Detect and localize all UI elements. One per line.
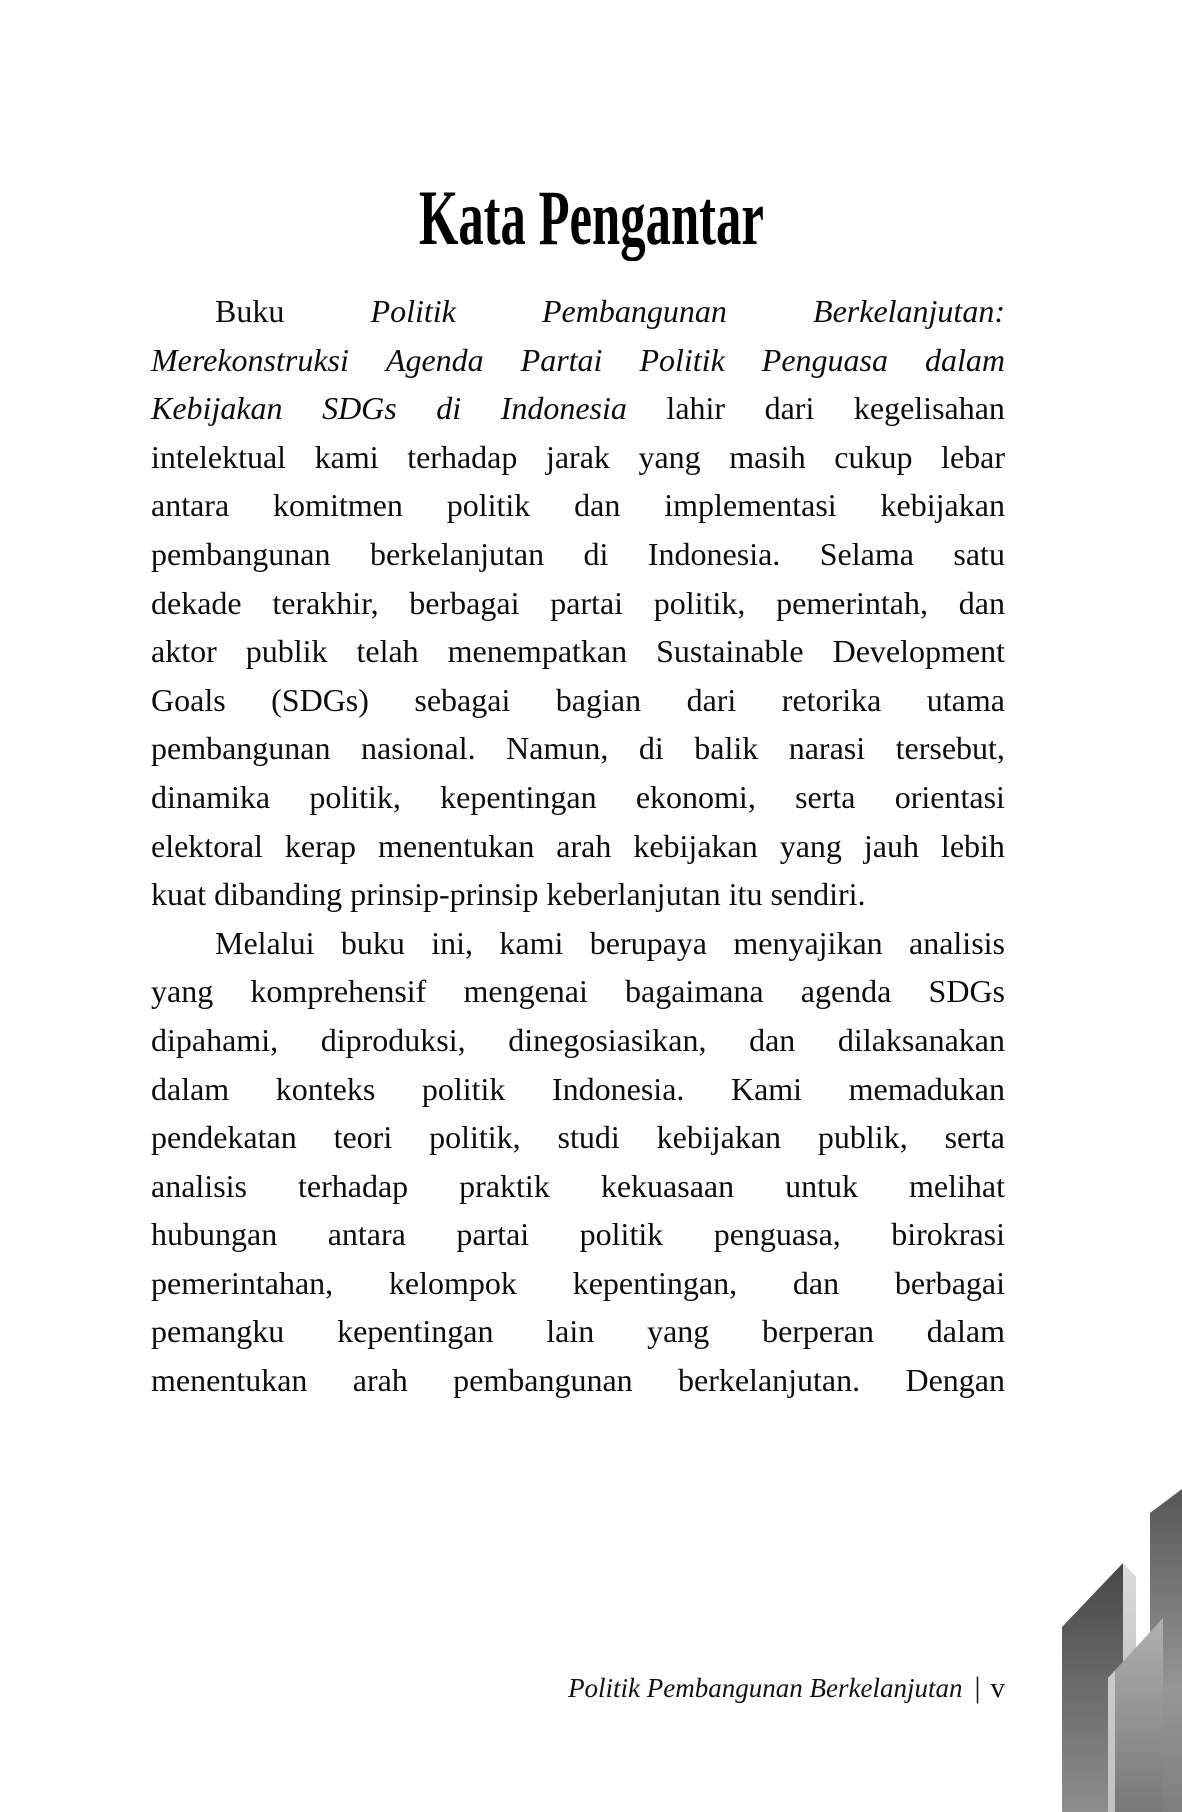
word: yang [647, 1313, 710, 1350]
word-italic: Partai [520, 341, 603, 378]
word: terakhir, [272, 584, 379, 621]
word-italic: Indonesia [500, 390, 627, 427]
word: politik [446, 487, 531, 524]
word: di [638, 730, 664, 767]
text-line [151, 1259, 1005, 1308]
word: kebijakan [656, 1119, 782, 1156]
word: lebar [941, 438, 1005, 475]
word: lain [546, 1313, 595, 1350]
word: di [583, 535, 609, 572]
word: politik [579, 1216, 664, 1253]
word: arah [352, 1362, 408, 1399]
text-line [151, 384, 1005, 433]
word: kepentingan [337, 1313, 494, 1350]
word: antara [151, 487, 230, 524]
word: praktik [459, 1167, 550, 1204]
word: kami [499, 924, 564, 961]
word: kuat [151, 876, 207, 913]
word: kepentingan [440, 778, 597, 815]
text-line [151, 287, 1005, 336]
word: pembangunan [151, 730, 331, 767]
word: prinsip-prinsip [350, 876, 539, 913]
word: buku [340, 924, 405, 961]
text-line [151, 481, 1005, 530]
word: dan [749, 1021, 796, 1058]
buildings-decoration-graphic [1000, 1450, 1182, 1812]
word: bagian [555, 681, 642, 718]
word: pembangunan [453, 1362, 633, 1399]
word: keberlanjutan [546, 876, 721, 913]
word: mengenai [463, 973, 588, 1010]
word: yang [151, 973, 214, 1010]
text-line [151, 919, 1005, 968]
word: (SDGs) [271, 681, 369, 718]
word: untuk [785, 1167, 858, 1204]
word: dipahami, [151, 1021, 279, 1058]
word: sebagai [414, 681, 511, 718]
word-italic: SDGs [322, 390, 397, 427]
word: publik, [817, 1119, 908, 1156]
word: berkelanjutan. [677, 1362, 861, 1399]
word: kepentingan, [572, 1264, 738, 1301]
word: komitmen [273, 487, 403, 524]
word: partai [456, 1216, 530, 1253]
word: berupaya [589, 924, 707, 961]
word: berbagai [409, 584, 520, 621]
text-line [151, 1356, 1005, 1405]
word: sendiri. [770, 876, 866, 913]
text-line [151, 1065, 1005, 1114]
word-italic: Pembangunan [542, 293, 727, 329]
word: Sustainable [656, 633, 804, 670]
word-italic: Merekonstruksi [151, 341, 349, 378]
text-line [151, 1210, 1005, 1259]
word: tersebut, [895, 730, 1005, 767]
word: serta [795, 778, 856, 815]
paragraph [151, 287, 1005, 919]
word: cukup [834, 438, 913, 475]
paragraph [151, 919, 1005, 1405]
word: kami [314, 438, 379, 475]
word: utama [926, 681, 1005, 718]
word: dan [958, 584, 1005, 621]
word: pendekatan [151, 1119, 297, 1156]
word: Indonesia. [551, 1070, 685, 1107]
text-line [151, 433, 1005, 482]
word: dalam [926, 1313, 1005, 1350]
word: menentukan [377, 827, 535, 864]
word: politik [421, 1070, 506, 1107]
word: dinamika [151, 778, 271, 815]
word: serta [944, 1119, 1005, 1156]
text-line [151, 676, 1005, 725]
word: SDGs [928, 973, 1005, 1010]
word: ini, [431, 924, 474, 961]
word: politik, [309, 778, 401, 815]
word: terhadap [298, 1167, 409, 1204]
word: lahir [666, 390, 726, 427]
word: Kami [730, 1070, 803, 1107]
word: dari [686, 681, 737, 718]
word: Indonesia. [647, 535, 781, 572]
word: studi [557, 1119, 620, 1156]
word: berperan [762, 1313, 874, 1350]
word: diproduksi, [320, 1021, 466, 1058]
word: Melalui [215, 924, 315, 961]
word: kebijakan [880, 487, 1005, 524]
word: terhadap [407, 438, 518, 475]
word: jauh [863, 827, 919, 864]
text-line [151, 530, 1005, 579]
word: yang [779, 827, 842, 864]
text-line [151, 773, 1005, 822]
body-text [151, 287, 1005, 1405]
word: satu [953, 535, 1005, 572]
word: Selama [819, 535, 914, 572]
word: masih [729, 438, 806, 475]
word: menempatkan [447, 633, 628, 670]
page-number: v [990, 1672, 1005, 1704]
word: partai [550, 584, 624, 621]
word: Goals [151, 681, 226, 718]
text-line [151, 336, 1005, 385]
word: kerap [284, 827, 356, 864]
word: dekade [151, 584, 242, 621]
word: memadukan [848, 1070, 1005, 1107]
text-line [151, 1016, 1005, 1065]
word: nasional. [361, 730, 476, 767]
text-line [151, 1113, 1005, 1162]
word: berbagai [894, 1264, 1005, 1301]
word: berkelanjutan [369, 535, 545, 572]
text-line [151, 724, 1005, 773]
word: dinegosiasikan, [508, 1021, 707, 1058]
text-line [151, 627, 1005, 676]
word: penguasa, [713, 1216, 841, 1253]
word: pembangunan [151, 535, 331, 572]
text-line [151, 967, 1005, 1016]
word: retorika [781, 681, 882, 718]
word: ekonomi, [635, 778, 756, 815]
text-line [151, 1307, 1005, 1356]
text-line [151, 1162, 1005, 1211]
word-italic: Politik [639, 341, 725, 378]
word: kelompok [388, 1264, 517, 1301]
text-line [151, 822, 1005, 871]
word: yang [638, 438, 701, 475]
text-line [151, 579, 1005, 628]
word: publik [245, 633, 328, 670]
word: kekuasaan [600, 1167, 735, 1204]
word: pemerintah, [776, 584, 928, 621]
word: analisis [151, 1167, 247, 1204]
word: bagaimana [625, 973, 764, 1010]
word: politik, [653, 584, 746, 621]
word: menentukan [151, 1362, 308, 1399]
running-title: Politik Pembangunan Berkelanjutan [568, 1673, 963, 1703]
word: dan [792, 1264, 840, 1301]
word: pemangku [151, 1313, 285, 1350]
word-italic: Berkelanjutan: [813, 293, 1005, 329]
word: analisis [909, 924, 1005, 961]
word: Dengan [905, 1362, 1005, 1399]
word: teori [333, 1119, 393, 1156]
word: telah [356, 633, 419, 670]
word: aktor [151, 633, 217, 670]
word-italic: di [436, 390, 462, 427]
building-front-edge-highlight [1108, 1671, 1115, 1812]
word: implementasi [664, 487, 837, 524]
word: arah [556, 827, 612, 864]
word: dibanding [214, 876, 343, 913]
footer-separator: | [974, 1671, 981, 1704]
word: komprehensif [250, 973, 427, 1010]
word-italic: Kebijakan [151, 390, 283, 427]
word: jarak [545, 438, 610, 475]
word: kebijakan [633, 827, 758, 864]
word: itu [728, 876, 763, 913]
word: kegelisahan [853, 390, 1005, 427]
word: Development [832, 633, 1005, 670]
word: dan [574, 487, 621, 524]
word-italic: Politik [370, 293, 456, 329]
word: dalam [151, 1070, 230, 1107]
word: balik [694, 730, 759, 767]
word: antara [327, 1216, 406, 1253]
word: konteks [275, 1070, 376, 1107]
word: hubungan [151, 1216, 278, 1253]
page-title-wrap [0, 174, 1182, 261]
word: dilaksanakan [837, 1021, 1005, 1058]
word-italic: dalam [925, 341, 1005, 378]
word: birokrasi [891, 1216, 1005, 1253]
page-footer [151, 1668, 1005, 1708]
word: narasi [788, 730, 866, 767]
word: dari [764, 390, 815, 427]
word-italic: Penguasa [761, 341, 888, 378]
word: pemerintahan, [151, 1264, 334, 1301]
page-title: Kata Pengantar [418, 174, 764, 261]
word: lebih [940, 827, 1005, 864]
word: intelektual [151, 438, 287, 475]
word: menyajikan [733, 924, 883, 961]
text-line [151, 870, 1005, 919]
word-italic: Agenda [385, 341, 484, 378]
word: Namun, [506, 730, 609, 767]
word: agenda [800, 973, 892, 1010]
word: melihat [909, 1167, 1005, 1204]
word: elektoral [151, 827, 263, 864]
word: orientasi [894, 778, 1005, 815]
word: politik, [429, 1119, 521, 1156]
word: Buku [215, 293, 285, 329]
